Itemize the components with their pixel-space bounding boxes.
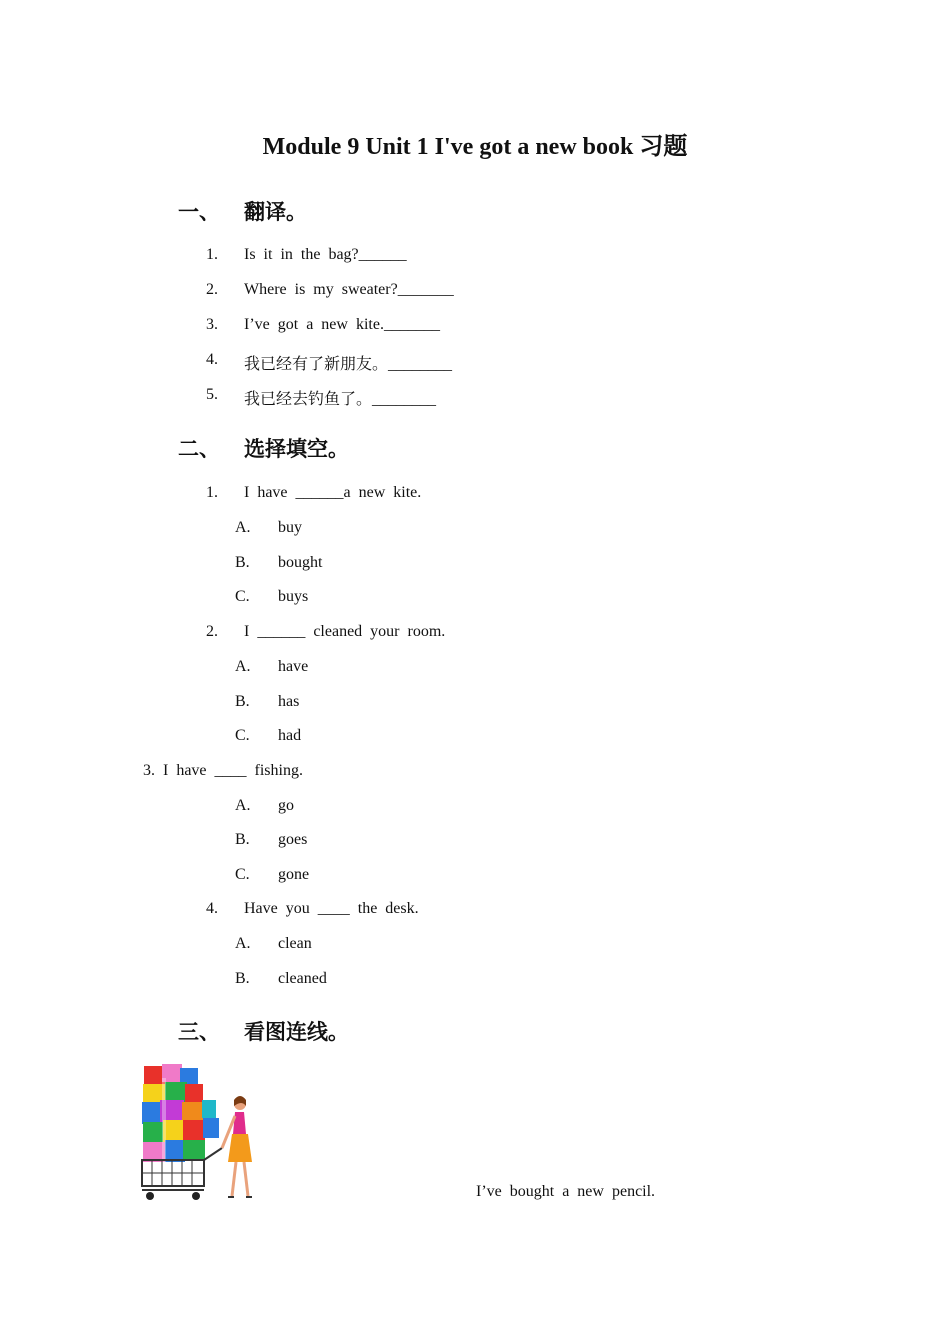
translate-item [0,386,950,410]
option-text: cleaned [278,970,327,987]
question-text: I have ______a new kite. [244,484,422,501]
option-letter: C. [235,588,250,605]
option-text: gone [278,866,310,883]
choice-option [0,935,950,959]
option-letter: A. [235,797,251,814]
item-number: 4. [206,351,218,368]
choice-option [0,519,950,543]
option-text: go [278,797,294,814]
choice-question [0,484,950,508]
option-text: goes [278,831,308,848]
choice-option [0,588,950,612]
item-number: 5. [206,386,218,403]
option-letter: A. [235,658,251,675]
section-number: 一、 [178,200,220,224]
section-number: 二、 [178,437,220,461]
choice-option [0,797,950,821]
section-label: 看图连线。 [244,1020,349,1044]
option-text: had [278,727,302,744]
choice-question [0,623,950,647]
question-text: I ______ cleaned your room. [244,623,446,640]
option-letter: A. [235,935,251,952]
section-number: 三、 [178,1020,220,1044]
item-text: Is it in the bag?______ [244,246,407,263]
section-label: 翻译。 [244,200,307,224]
choice-option [0,658,950,682]
question-number: 3. [143,762,155,779]
question-number: 1. [206,484,218,501]
choice-option [0,727,950,751]
item-number: 1. [206,246,218,263]
translate-item [0,281,950,305]
choice-option [0,831,950,855]
option-letter: B. [235,693,250,710]
translate-item [0,246,950,270]
choice-question [143,762,303,780]
translate-item [0,316,950,340]
item-number: 3. [206,316,218,333]
section-heading-choice [0,433,950,463]
choice-option [0,554,950,578]
option-text: buys [278,588,309,605]
question-text: Have you ____ the desk. [244,900,419,917]
section-heading-match [0,1016,950,1046]
section-label: 选择填空。 [244,437,349,461]
option-letter: C. [235,727,250,744]
page-title: Module 9 Unit 1 I've got a new book 习题 [262,134,688,160]
option-text: have [278,658,309,675]
option-text: buy [278,519,302,536]
option-letter: C. [235,866,250,883]
option-text: has [278,693,300,710]
option-letter: A. [235,519,251,536]
item-text: I’ve got a new kite._______ [244,316,440,333]
section-heading-translate [0,196,950,226]
choice-option [0,693,950,717]
item-number: 2. [206,281,218,298]
question-text: I have ____ fishing. [163,762,303,779]
option-text: bought [278,554,323,571]
translate-item [0,351,950,375]
match-sentence: I’ve bought a new pencil. [476,1183,656,1200]
option-text: clean [278,935,312,952]
question-number: 2. [206,623,218,640]
option-letter: B. [235,970,250,987]
option-letter: B. [235,554,250,571]
item-text: 我已经去钓鱼了。________ [244,391,437,408]
shopping-cart-illustration [140,1060,255,1202]
item-text: 我已经有了新朋友。________ [244,356,453,373]
item-text: Where is my sweater?_______ [244,281,454,298]
question-number: 4. [206,900,218,917]
option-letter: B. [235,831,250,848]
choice-option [0,866,950,890]
choice-option [0,970,950,994]
choice-question [0,900,950,924]
